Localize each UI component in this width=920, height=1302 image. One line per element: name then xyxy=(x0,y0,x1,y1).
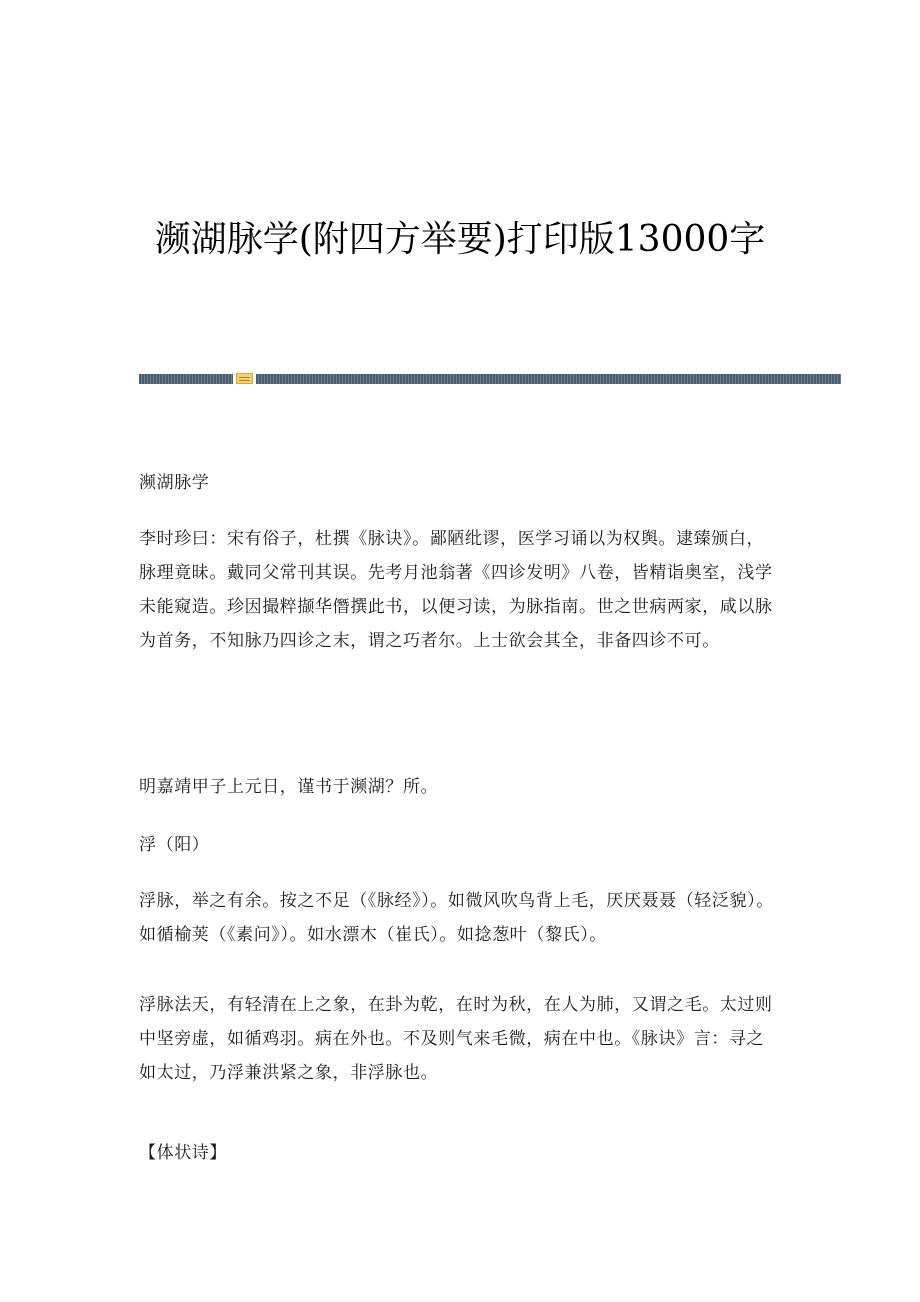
title-divider-left xyxy=(139,374,233,384)
body-paragraph: 浮脉法天，有轻清在上之象，在卦为乾，在时为秋，在人为肺，又谓之毛。太过则中坚旁虚，如循鸡羽。病在外也。不及则气来毛微，病在中也。《脉诀》言：寻之如太过，乃浮兼洪紧之象，非浮脉也。 xyxy=(139,995,773,1083)
subsection-heading: 【体状诗】 xyxy=(139,1143,227,1163)
section-heading: 濒湖脉学 xyxy=(139,473,210,493)
body-paragraph: 明嘉靖甲子上元日，谨书于濒湖？所。 xyxy=(139,777,439,797)
body-paragraph: 浮脉，举之有余。按之不足（《脉经》）。如微风吹鸟背上毛，厌厌聂聂（轻泛貌）。如循榆荚（《素问》）。如水漂木（崔氏）。如捻葱叶（黎氏）。 xyxy=(139,891,774,945)
body-paragraph: 李时珍曰：宋有俗子，杜撰《脉诀》。鄙陋纰谬，医学习诵以为权舆。逮臻颁白，脉理竟昧。戴同父常刊其误。先考月池翁著《四诊发明》八卷，皆精诣奥室，浅学未能窥造。珍因撮粹撷华僭撰此书，以便习读，为脉指南。世之世病两家，咸以脉为首务，不知脉乃四诊之末，谓之巧者尔。上士欲会其全，非备四诊不可。 xyxy=(139,529,773,651)
subsection-heading: 浮（阳） xyxy=(139,835,210,855)
divider-ornament-icon xyxy=(236,373,253,384)
title-divider-right xyxy=(256,374,841,384)
document-title: 濒湖脉学(附四方举要)打印版13000字 xyxy=(154,219,766,260)
